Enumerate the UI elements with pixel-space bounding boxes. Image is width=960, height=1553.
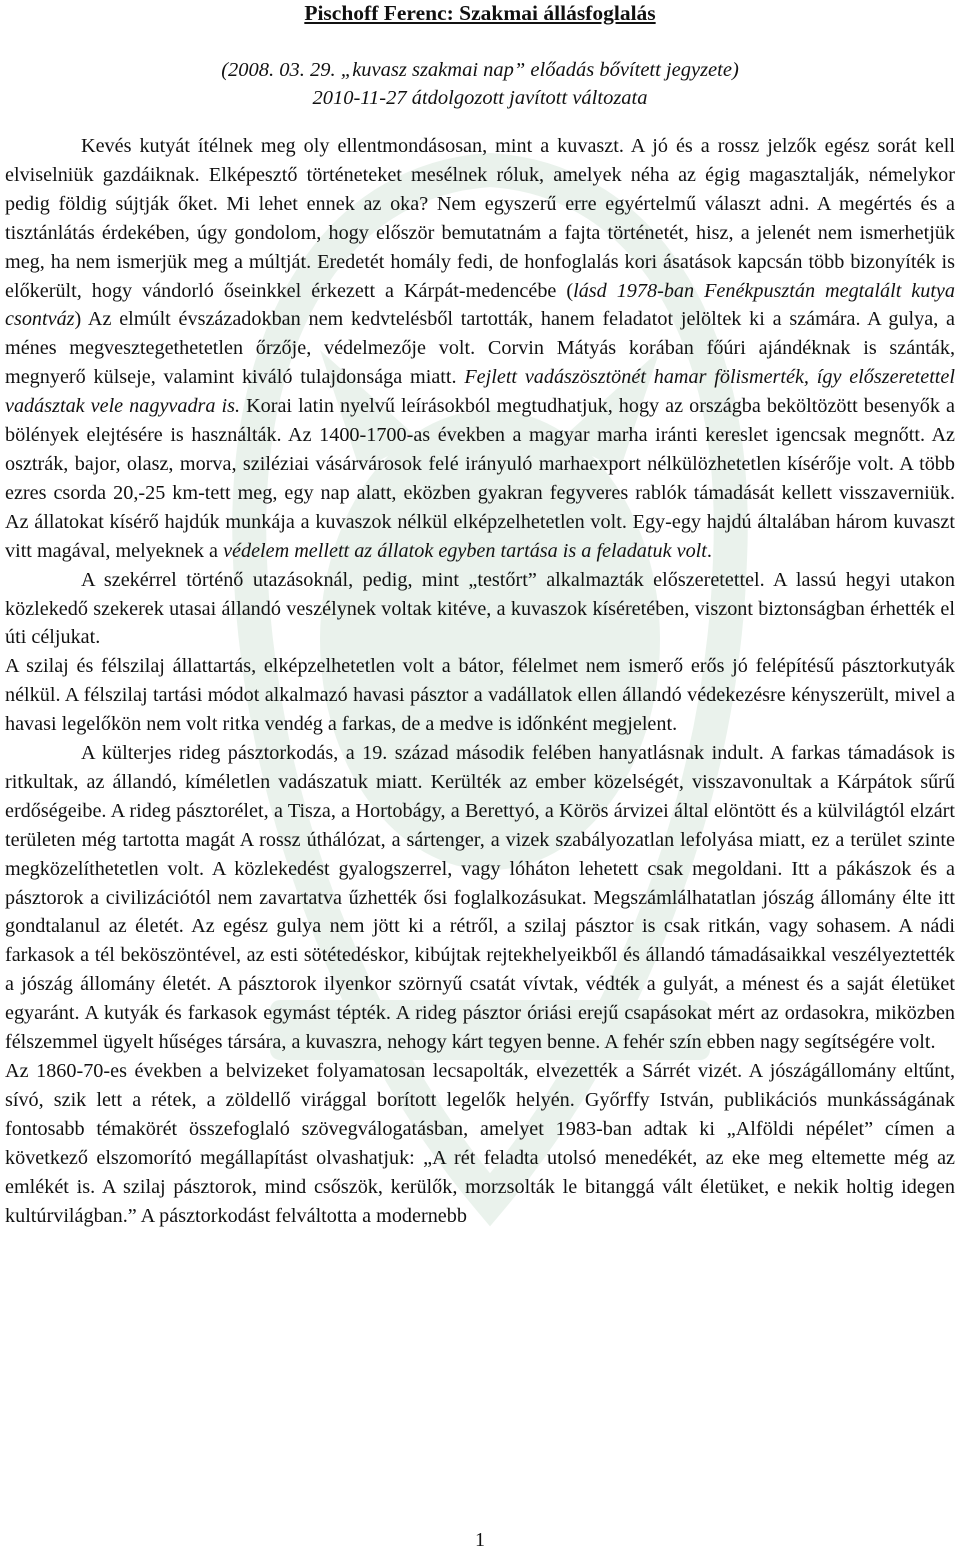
paragraph-1-italic-a: lásd 1978-ban Fenékpusztán megtalált kutya csontváz: [5, 279, 955, 331]
paragraph-4: A külterjes rideg pásztorkodás, a 19. század második felében hanyatlásnak indult. A farkas támadások is ritkultak, az állandó, kíméletlen vadászatuk miatt. Kerülték az ember közelségét, visszavonultak a Kárpátok sűrű erdőségeibe. A rideg pásztorélet, a Tisza, a Hortobágy, a Berettyó, a Körös árvizei által elöntött és a külvilágtól elzárt területen még tartotta magát A rossz úthálózat, a sártenger, a vizek szabályozatlan lefolyása miatt, ez a terület szinte megközelíthetetlen volt. A közlekedést gyalogszerrel, vagy lóháton lehetett csak megoldani. Itt a pákászok és a pásztorok a civilizációtól nem zavartatva űzhették ősi foglalkozásukat. Megszámlálhatatlan jószág állomány élte itt gondtalanul az életét. Az egész gulya nem jött ki a rétről, a szilaj pásztor is csak ritkán, vagy sohasem. A nádi farkasok a tél beköszöntével, az esti sötétedéskor, kibújtak rejtekhelyeikből és állandó támadásaikkal veszélyeztették a jószág állomány életét. A pásztorok ilyenkor szörnyű csatát vívtak, védték a gulyát, a ménest és a saját életüket egyaránt. A kutyák és farkasok egymást tépték. A rideg pásztor óriási erejű csapásokat mért az ordasokra, miközben félszemmel ügyelt hűséges társára, a kuvaszra, nehogy kárt tegyen benne. A fehér szín ebben nagy segítségére volt.: [5, 742, 955, 1054]
paragraph-1-text-c: Korai latin nyelvű leírásokból megtudhatjuk, hogy az országba beköltözött besenyők a bölények elejtésére is használták. Az 1400-1700-as években a magyar marha iránti kereslet igencsak megnőtt. Az osztrák, bajor, olasz, morva, sziléziai vásárvárosok felé irányuló marhaexport nélkülözhetetlen kísérője volt. A több ezres csorda 20,-25 km-tett meg, egy nap alatt, eközben gyakran fegyveres rablók támadását kellett visszaverniük. Az állatokat kísérő hajdúk munkája a kuvaszok nélkül elképzelhetetlen volt. Egy-egy hajdú általában három kuvaszt vitt magával, melyeknek a: [5, 395, 955, 562]
paragraph-1-text-a: Kevés kutyát ítélnek meg oly ellentmondásosan, mint a kuvaszt. A jó és a rossz jelzők egész sorát kell elviselniük gazdáiknak. Elképesztő történeteket mesélnek róluk, amelyek néha az égig magasztalják, némelykor pedig földig sújtják őket. Mi lehet ennek az oka? Nem egyszerű erre egyértelmű választ adni. A megértés és a tisztánlátás érdekében, úgy gondolom, hogy először bemutatnám a fajta történetét, hisz, a jelenét nem ismerhetjük meg, ha nem ismerjük meg a múltját. Eredetét homály fedi, de honfoglalás kori ásatások kapcsán több bizonyíték is előkerült, hogy vándorló őseinkkel érkezett a Kárpát-medencébe (: [5, 135, 955, 302]
paragraph-5: Az 1860-70-es években a belvizeket folyamatosan lecsapolták, elvezették a Sárrét vizét. A jószágállomány eltűnt, sívó, szik lett a rétek, a zöldellő virággal borított legelők helyén. Győrffy István, publikációs munkásságának fontosabb témakörét összefoglaló szövegválogatásban, amelyet 1983-ban adtak ki „Alföldi népélet” címen a következő elszomorító megállapítást olvashatjuk: „A rét feladta utolsó menedékét, az eke meg eltemette még az emlékét is. A szilaj pásztorok, mind csőszök, kerülők, morzsolták le bitanggá vált életüket, e nekik holtig idegen kultúrvilágban.” A pásztorkodást felváltotta a modernebb: [5, 1060, 955, 1227]
paragraph-1-italic-c: védelem mellett az állatok egyben tartása is a feladatuk volt: [223, 539, 707, 562]
paragraph-1: [5, 132, 955, 566]
page-number: 1: [475, 1529, 485, 1551]
subtitle-line-1: (2008. 03. 29. „kuvasz szakmai nap” előadás bővített jegyzete): [221, 59, 739, 81]
paragraph-2: A szekérrel történő utazásoknál, pedig, mint „testőrt” alkalmazták előszeretettel. A lassú hegyi utakon közlekedő szekerek utasai állandó veszélynek voltak kitéve, a kuvaszok kíséretében, viszont biztonságban érhették el úti céljukat.: [5, 568, 955, 649]
document-body: [5, 132, 955, 1230]
document-page: [5, 0, 955, 1230]
paragraph-1-italic-b: Fejlett vadászösztönét hamar fölismerték, így előszeretettel vadásztak vele nagyvadra is.: [5, 366, 955, 418]
document-title: Pischoff Ferenc: Szakmai állásfoglalás: [304, 1, 656, 25]
paragraph-3: A szilaj és félszilaj állattartás, elképzelhetetlen volt a bátor, félelmet nem ismerő erős jó felépítésű pásztorkutyák nélkül. A félszilaj tartási módot alkalmazó havasi pásztor a vadállatok ellen állandó védekezésre kényszerült, mivel a havasi legelőkön nem volt ritka vendég a farkas, de a medve is időnként megjelent.: [5, 655, 955, 736]
subtitle-line-2: 2010-11-27 átdolgozott javított változata: [312, 87, 648, 109]
paragraph-1-text-b: ) Az elmúlt évszázadokban nem kedvtelésből tartották, hanem feladatot jelöltek ki a számára. A gulya, a ménes megvesztegethetetlen őrzője, védelmezője volt. Corvin Mátyás korában főúri ajándéknak is szánták, megnyerő külseje, valamint kiváló tulajdonsága miatt.: [5, 308, 955, 389]
paragraph-1-text-d: .: [706, 539, 712, 562]
